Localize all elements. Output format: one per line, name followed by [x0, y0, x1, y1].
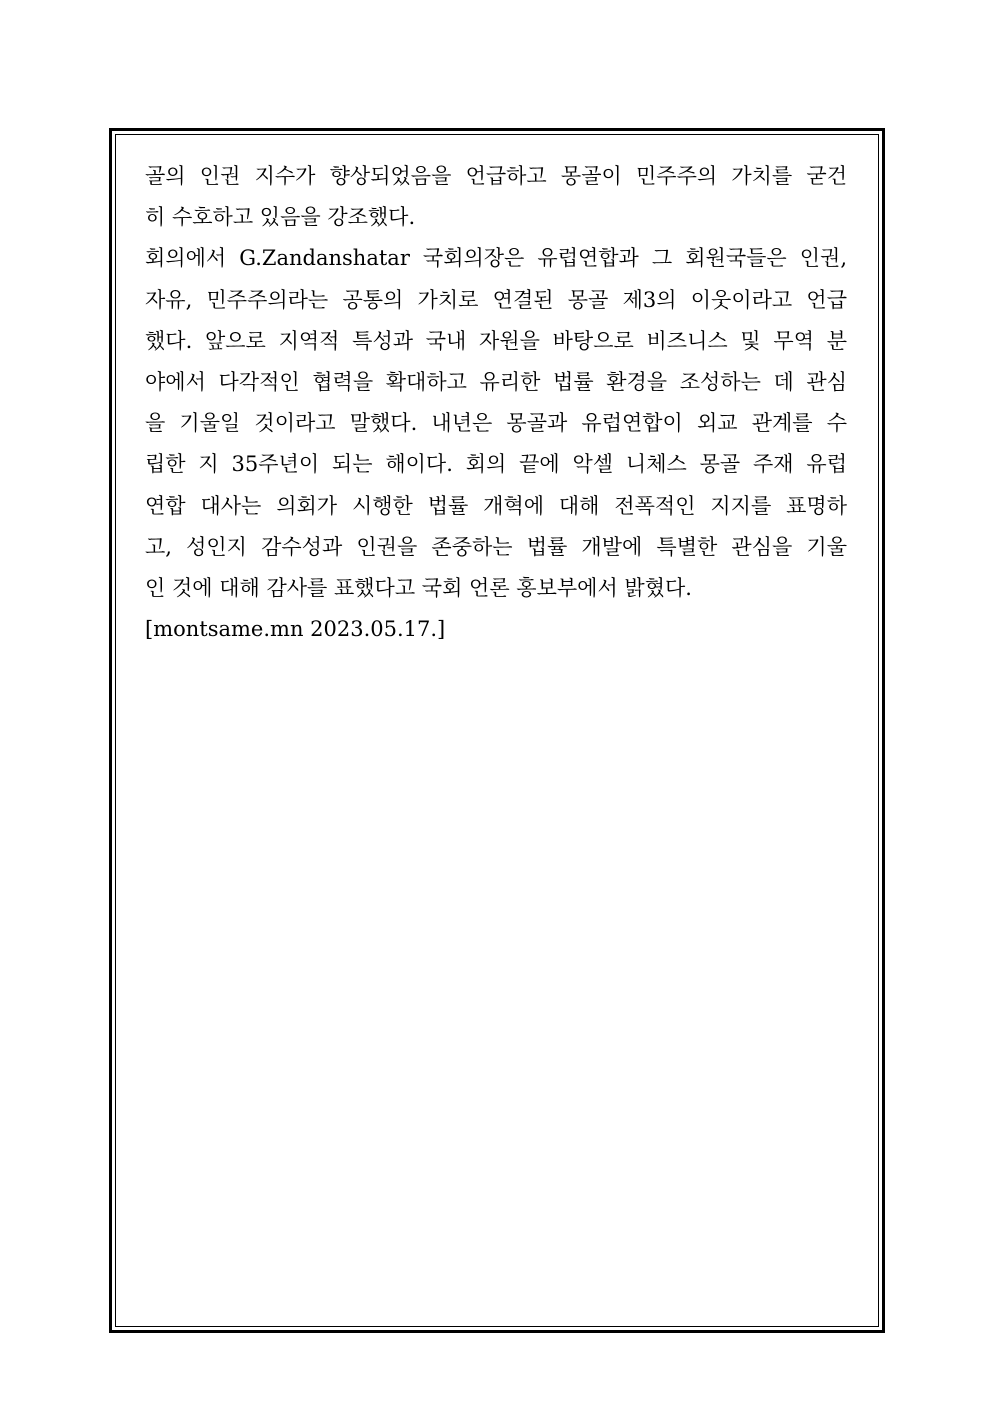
article-line: 회의에서 G.Zandanshatar 국회의장은 유럽연합과 그 회원국들은 인권,: [145, 246, 847, 271]
article-line: 자유, 민주주의라는 공통의 가치로 연결된 몽골 제3의 이웃이라고 언급: [145, 287, 847, 312]
article-line: 히 수호하고 있음을 강조했다.: [145, 205, 416, 230]
article-line: 야에서 다각적인 협력을 확대하고 유리한 법률 환경을 조성하는 데 관심: [145, 369, 847, 394]
article-body: [145, 156, 847, 650]
article-line: 립한 지 35주년이 되는 해이다. 회의 끝에 악셀 니체스 몽골 주재 유럽: [145, 452, 847, 477]
article-line: 고, 성인지 감수성과 인권을 존중하는 법률 개발에 특별한 관심을 기울: [145, 534, 847, 559]
article-line: 했다. 앞으로 지역적 특성과 국내 자원을 바탕으로 비즈니스 및 무역 분: [145, 328, 847, 353]
article-line: 인 것에 대해 감사를 표했다고 국회 언론 홍보부에서 밝혔다.: [145, 575, 692, 600]
article-line: 을 기울일 것이라고 말했다. 내년은 몽골과 유럽연합이 외교 관계를 수: [145, 411, 847, 436]
source-citation: [montsame.mn 2023.05.17.]: [145, 617, 446, 642]
article-line: 골의 인권 지수가 향상되었음을 언급하고 몽골이 민주주의 가치를 굳건: [145, 164, 847, 188]
article-line: 연합 대사는 의회가 시행한 법률 개혁에 대해 전폭적인 지지를 표명하: [145, 493, 847, 518]
document-frame: [109, 128, 885, 1333]
